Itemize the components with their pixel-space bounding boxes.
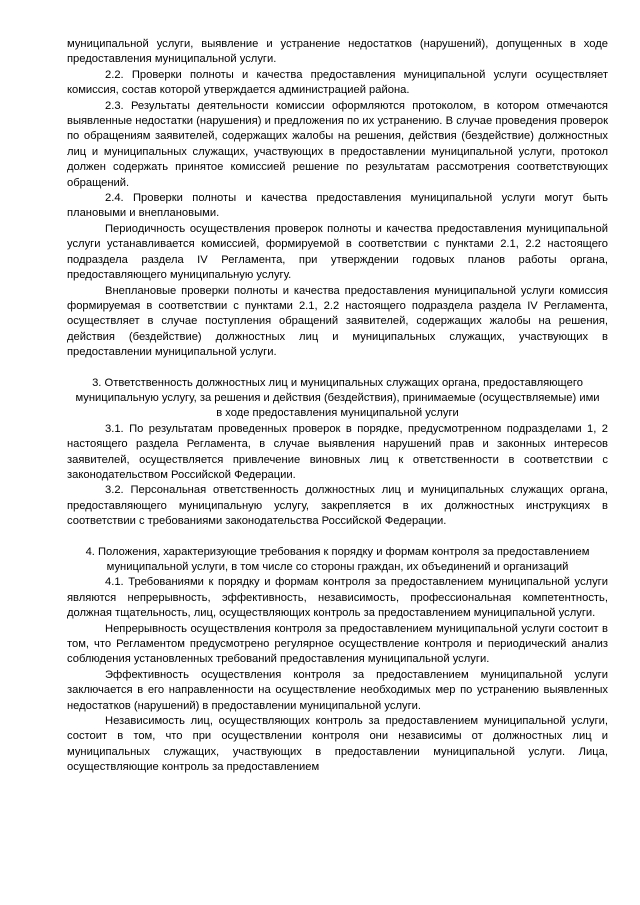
- paragraph-2-4: 2.4. Проверки полноты и качества предоставления муниципальной услуги могут быть плановыми и внеплановыми.: [67, 192, 608, 220]
- section-3-heading: 3. Ответственность должностных лиц и муниципальных служащих органа, предоставляющего муниципальную услугу, за решения и действия (бездействия), принимаемые (осуществляемые) ими в ходе предоставления муниципальной услуги: [75, 376, 600, 420]
- spacer: [67, 530, 608, 545]
- paragraph-3-2: 3.2. Персональная ответственность должностных лиц и муниципальных служащих органа, предоставляющего муниципальную услугу, закрепляется в их должностных инструкциях в соответствии с требованиями законодательства Российской Федерации.: [67, 484, 608, 528]
- paragraph-independence: Независимость лиц, осуществляющих контроль за предоставлением муниципальной услуги, состоит в том, что при осуществлении контроля они независимы от должностных лиц и муниципальных служащих, участвующих в предоставлении муниципальной услуги. Лица, осуществляющие контроль за предоставлением: [67, 715, 608, 774]
- paragraph-3-1: 3.1. По результатам проведенных проверок в порядке, предусмотренном подразделами 1, 2 настоящего раздела Регламента, в случае выявления нарушений прав и законных интересов заявителей, осуществляется привлечение виновных лиц к ответственности в соответствии с законодательством Российской Федерации.: [67, 422, 608, 481]
- spacer: [67, 361, 608, 376]
- paragraph-4-1: 4.1. Требованиями к порядку и формам контроля за предоставлением муниципальной услуги являются непрерывность, эффективность, независимость, профессиональная компетентность, должная тщательность, лиц, осуществляющих контроль за предоставлением муниципальной услуги.: [67, 576, 608, 620]
- paragraph-2-2: 2.2. Проверки полноты и качества предоставления муниципальной услуги осуществляет комиссия, состав которой утверждается администрацией района.: [67, 68, 608, 97]
- section-4-heading: 4. Положения, характеризующие требования к порядку и формам контроля за предоставлением муниципальной услуги, в том числе со стороны граждан, их объединений и организаций: [85, 545, 590, 573]
- paragraph-continuity: Непрерывность осуществления контроля за предоставлением муниципальной услуги состоит в том, что Регламентом предусмотрено регулярное осуществление контроля и периодический анализ соблюдения установленных требований предоставления муниципальной услуги.: [67, 622, 608, 666]
- paragraph-efficiency: Эффективность осуществления контроля за предоставлением муниципальной услуги заключается в его направленности на осуществление необходимых мер по устранению выявленных недостатков (нарушений) в предоставлении муниципальной услуги.: [67, 668, 608, 712]
- paragraph-periodicity: Периодичность осуществления проверок полноты и качества предоставления муниципальной услуги устанавливается комиссией, формируемой в соответствии с пунктами 2.1, 2.2 настоящего подраздела раздела IV Регламента, при утверждении годовых планов работы органа, предоставляющего муниципальную услугу.: [67, 222, 608, 282]
- paragraph-continuation: муниципальной услуги, выявление и устранение недостатков (нарушений), допущенных в ходе предоставления муниципальной услуги.: [67, 38, 608, 66]
- paragraph-unscheduled-checks: Внеплановые проверки полноты и качества предоставления муниципальной услуги комиссия формируемая в соответствии с пунктами 2.1, 2.2 настоящего подраздела раздела IV Регламента, осуществляет в случае поступления обращений заявителей, содержащих жалобы на решения, действия (бездействие) должностных лиц и муниципальных служащих, участвующих в предоставлении муниципальной услуги.: [67, 284, 608, 359]
- paragraph-2-3: 2.3. Результаты деятельности комиссии оформляются протоколом, в котором отмечаются выявленные недостатки (нарушения) и предложения по их устранению. В случае проведения проверок по обращениям заявителей, содержащих жалобы на решения, действия (бездействие) должностных лиц и муниципальных служащих, участвующих в предоставлении муниципальной услуги, протокол должен содержать принятое комиссией решение по результатам рассмотрения соответствующих обращений.: [67, 99, 608, 189]
